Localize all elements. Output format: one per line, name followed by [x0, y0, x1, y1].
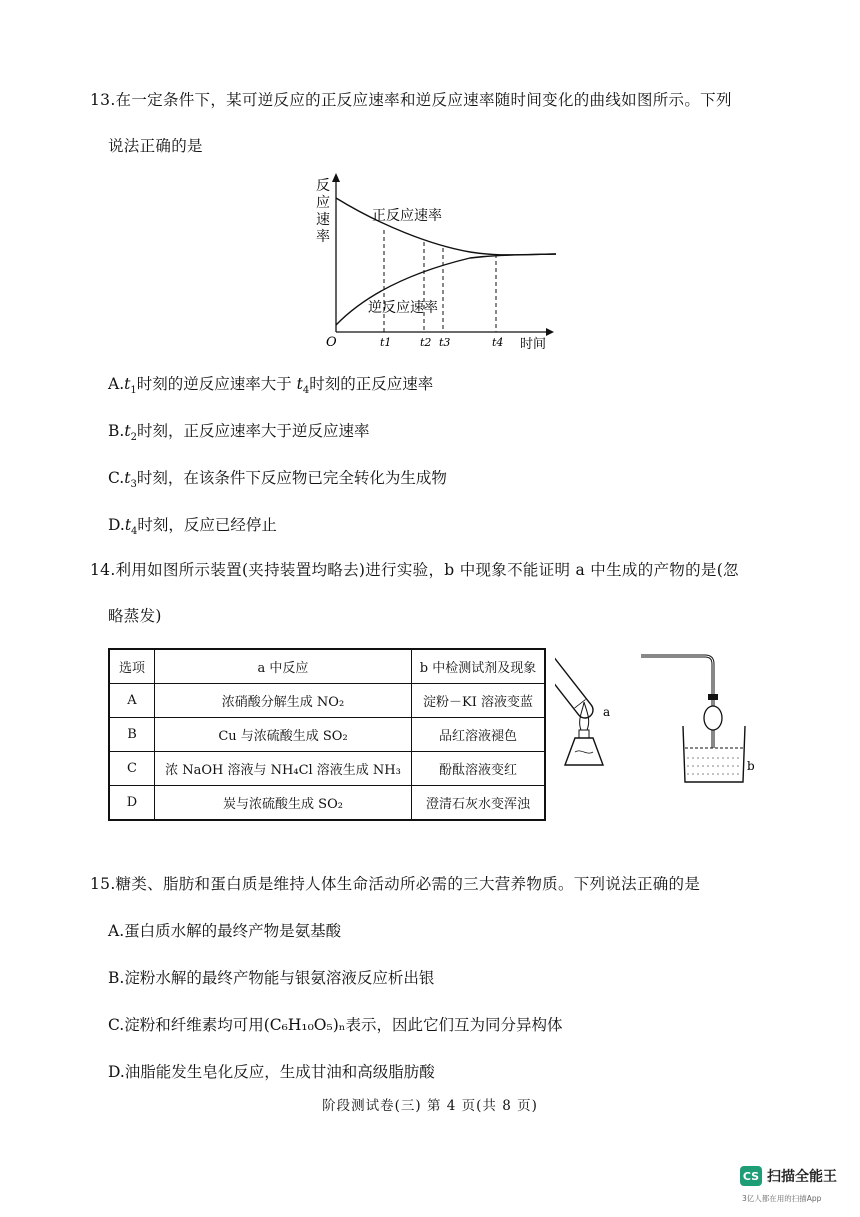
tick-label-t2: t2 — [420, 336, 432, 349]
forward-rate-label: 正反应速率 — [372, 208, 442, 224]
y-label-char: 率 — [316, 229, 330, 245]
label-a: a — [603, 705, 611, 719]
q15-option-c: C.淀粉和纤维素均可用(C₆H₁₀O₅)ₙ表示，因此它们互为同分异构体 — [108, 1016, 563, 1034]
x-axis-label: 时间 — [520, 337, 547, 350]
watermark-name: 扫描全能王 — [767, 1169, 837, 1185]
row-reaction: 炭与浓硫酸生成 SO₂ — [155, 786, 412, 821]
option-text: 时刻的正反应速率 — [309, 375, 434, 393]
q14-stem-line1: 14.利用如图所示装置(夹持装置均略去)进行实验，b 中现象不能证明 a 中生成的产物的是(忽 — [90, 561, 739, 579]
time-subscript: 4 — [302, 385, 310, 397]
table-row — [109, 718, 545, 752]
time-symbol: t — [124, 516, 132, 534]
option-text: 时刻的逆反应速率大于 — [136, 375, 297, 393]
apparatus-diagram — [555, 640, 770, 790]
y-label-char: 应 — [316, 195, 330, 211]
bulb-connector — [708, 694, 718, 700]
camscanner-logo-icon: CS — [740, 1166, 762, 1186]
q15-option-d: D.油脂能发生皂化反应，生成甘油和高级脂肪酸 — [108, 1063, 435, 1081]
q15-option-b: B.淀粉水解的最终产物能与银氨溶液反应析出银 — [108, 969, 435, 987]
time-subscript: 2 — [130, 432, 137, 444]
tick-label-t3: t3 — [439, 336, 451, 349]
delivery-tube-bore — [641, 656, 713, 748]
y-label-char: 速 — [316, 212, 330, 228]
time-subscript: 1 — [130, 385, 137, 397]
row-option: B — [109, 718, 155, 752]
forward-rate-curve — [336, 198, 556, 255]
row-detection: 淀粉－KI 溶液变蓝 — [412, 684, 546, 718]
row-reaction: 浓硝酸分解生成 NO₂ — [155, 684, 412, 718]
option-prefix: A. — [108, 375, 125, 393]
time-symbol: t — [124, 469, 131, 487]
row-detection: 酚酞溶液变红 — [412, 752, 546, 786]
origin-label: O — [326, 335, 337, 350]
option-prefix: D. — [108, 516, 125, 534]
anti-suckback-bulb — [704, 706, 722, 730]
row-reaction: 浓 NaOH 溶液与 NH₄Cl 溶液生成 NH₃ — [155, 752, 412, 786]
q13-option-c — [108, 466, 447, 490]
time-symbol: t — [296, 375, 303, 393]
time-symbol: t — [124, 422, 131, 440]
y-axis-arrow — [332, 173, 340, 182]
q13-option-d — [108, 513, 277, 537]
lamp-neck — [579, 730, 589, 738]
time-symbol: t — [124, 375, 131, 393]
q14-stem-line2: 略蒸发) — [108, 607, 162, 625]
tick-label-t1: t1 — [380, 336, 392, 349]
label-b: b — [747, 759, 755, 773]
row-option: A — [109, 684, 155, 718]
flame — [580, 702, 589, 730]
page-footer: 阶段测试卷(三) 第 4 页(共 8 页) — [322, 1098, 538, 1114]
option-text: 时刻，正反应速率大于逆反应速率 — [136, 422, 370, 440]
q15-stem: 15.糖类、脂肪和蛋白质是维持人体生命活动所必需的三大营养物质。下列说法正确的是 — [90, 875, 701, 893]
q14-table — [108, 648, 546, 821]
row-option: D — [109, 786, 155, 821]
table-row — [109, 684, 545, 718]
row-reaction: Cu 与浓硫酸生成 SO₂ — [155, 718, 412, 752]
tick-label-t4: t4 — [492, 336, 504, 349]
time-subscript: 4 — [131, 526, 138, 538]
delivery-tube — [641, 656, 713, 748]
row-detection: 品红溶液褪色 — [412, 718, 546, 752]
header-detection: b 中检测试剂及现象 — [412, 649, 546, 684]
q13-stem-line2: 说法正确的是 — [108, 137, 203, 155]
beaker-liquid — [687, 758, 741, 774]
reverse-rate-label: 逆反应速率 — [368, 300, 438, 316]
option-prefix: C. — [108, 469, 125, 487]
watermark-subtitle: 3亿人都在用的扫描App — [742, 1194, 822, 1203]
q13-option-a — [108, 372, 433, 396]
row-option: C — [109, 752, 155, 786]
table-row — [109, 786, 545, 821]
q13-stem-line1: 13.在一定条件下，某可逆反应的正反应速率和逆反应速率随时间变化的曲线如图所示。下列 — [90, 91, 732, 109]
option-prefix: B. — [108, 422, 125, 440]
option-text: 时刻，反应已经停止 — [137, 516, 277, 534]
header-option: 选项 — [109, 649, 155, 684]
test-tube-a — [555, 640, 598, 722]
alcohol-lamp — [565, 738, 603, 765]
y-label-char: 反 — [316, 178, 330, 194]
table-header-row — [109, 649, 545, 684]
q15-option-a: A.蛋白质水解的最终产物是氨基酸 — [108, 922, 342, 940]
option-text: 时刻，在该条件下反应物已完全转化为生成物 — [136, 469, 447, 487]
row-detection: 澄清石灰水变浑浊 — [412, 786, 546, 821]
q13-option-b — [108, 419, 369, 443]
lamp-liquid — [575, 751, 593, 753]
header-reaction: a 中反应 — [155, 649, 412, 684]
x-axis-arrow — [546, 328, 554, 336]
rate-time-graph — [300, 170, 560, 350]
time-subscript: 3 — [130, 479, 137, 491]
table-row — [109, 752, 545, 786]
